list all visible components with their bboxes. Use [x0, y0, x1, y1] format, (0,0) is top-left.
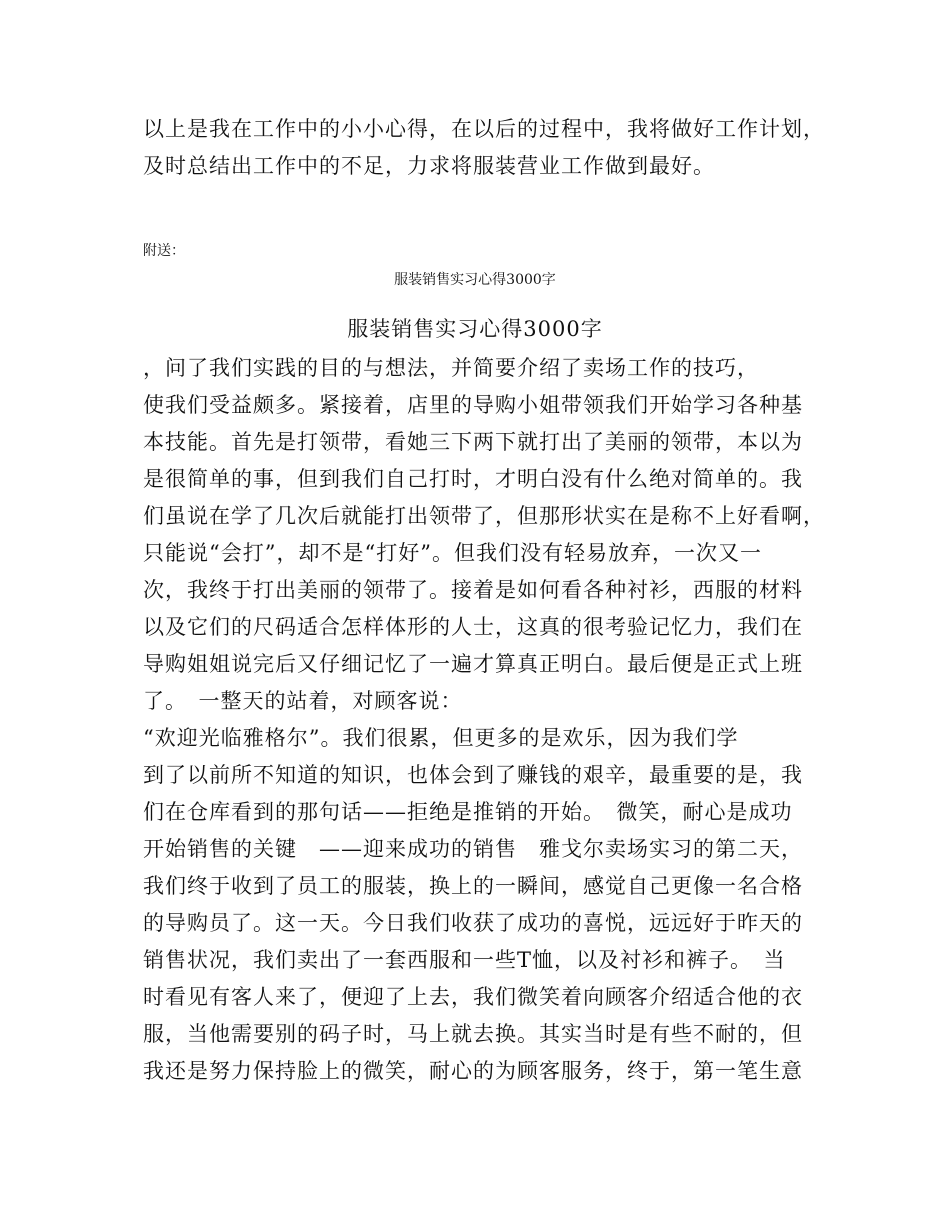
intro-line: 及时总结出工作中的不足，力求将服装营业工作做到最好。	[143, 154, 715, 178]
body-line: 是很简单的事，但到我们自己打时，才明白没有什么绝对简单的。我	[143, 467, 803, 491]
body-line: ，问了我们实践的目的与想法，并简要介绍了卖场工作的技巧，	[143, 356, 759, 380]
body-line: 的导购员了。这一天。今日我们收获了成功的喜悦，远远好于昨天的	[143, 911, 803, 935]
intro-paragraph	[143, 111, 825, 185]
body-line: 们虽说在学了几次后就能打出领带了，但那形状实在是称不上好看啊，	[143, 504, 825, 528]
body-line: 到了以前所不知道的知识，也体会到了赚钱的艰辛，最重要的是，我	[143, 763, 803, 787]
body-line: 只能说“会打”，却不是“打好”。但我们没有轻易放弃，一次又一	[143, 541, 762, 565]
appendix-subtitle: 服装销售实习心得3000字	[394, 272, 556, 288]
body-line: 次，我终于打出美丽的领带了。接着是如何看各种衬衫，西服的材料	[143, 578, 803, 602]
body-line: 们在仓库看到的那句话——拒绝是推销的开始。 微笑，耐心是成功	[143, 800, 793, 824]
body-line: 了。 一整天的站着，对顾客说：	[143, 689, 463, 713]
body-line: 以及它们的尺码适合怎样体形的人士，这真的很考验记忆力，我们在	[143, 615, 803, 639]
body-line: 本技能。首先是打领带，看她三下两下就打出了美丽的领带，本以为	[143, 430, 803, 454]
body-line: 开始销售的关键 ——迎来成功的销售 雅戈尔卖场实习的第二天，	[143, 837, 803, 861]
body-line: 我还是努力保持脸上的微笑，耐心的为顾客服务，终于，第一笔生意	[143, 1059, 803, 1083]
body-line: 使我们受益颇多。紧接着，店里的导购小姐带领我们开始学习各种基	[143, 393, 803, 417]
intro-line: 以上是我在工作中的小小心得，在以后的过程中，我将做好工作计划，	[143, 117, 825, 141]
body-paragraphs	[143, 350, 825, 1090]
body-line: 销售状况，我们卖出了一套西服和一些T恤，以及衬衫和裤子。 当	[143, 948, 786, 972]
appendix-label: 附送：	[143, 243, 185, 259]
body-line: 时看见有客人来了，便迎了上去，我们微笑着向顾客介绍适合他的衣	[143, 985, 803, 1009]
body-line: 导购姐姐说完后又仔细记忆了一遍才算真正明白。最后便是正式上班	[143, 652, 803, 676]
body-line: “欢迎光临雅格尔”。我们很累，但更多的是欢乐，因为我们学	[143, 726, 739, 750]
body-line: 我们终于收到了员工的服装，换上的一瞬间，感觉自己更像一名合格	[143, 874, 803, 898]
page-title: 服装销售实习心得3000字	[347, 317, 603, 341]
body-line: 服，当他需要别的码子时，马上就去换。其实当时是有些不耐的，但	[143, 1022, 803, 1046]
